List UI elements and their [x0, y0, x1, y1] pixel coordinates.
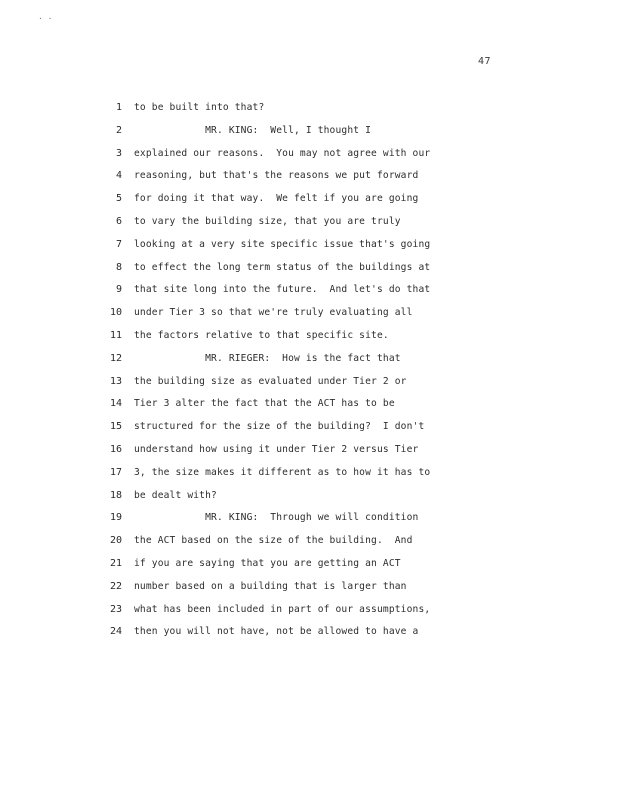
line-number: 18 — [109, 489, 122, 501]
line-number: 21 — [109, 557, 122, 569]
line-text: the factors relative to that specific site. — [134, 329, 389, 341]
transcript-line — [0, 121, 619, 144]
line-number: 4 — [115, 170, 122, 182]
line-text: to effect the long term status of the buildings at — [134, 261, 431, 273]
line-number: 10 — [109, 307, 122, 319]
transcript-lines — [0, 98, 619, 645]
line-text: for doing it that way. We felt if you are going — [134, 193, 419, 205]
line-number: 5 — [115, 193, 122, 205]
line-text: explained our reasons. You may not agree with our — [134, 147, 431, 159]
line-text: then you will not have, not be allowed to have a — [134, 626, 419, 638]
line-number: 8 — [115, 261, 122, 273]
line-text: the building size as evaluated under Tier 2 or — [134, 375, 407, 387]
line-number: 2 — [115, 124, 122, 136]
transcript-line — [0, 600, 619, 623]
transcript-line — [0, 280, 619, 303]
line-number: 12 — [109, 352, 122, 364]
transcript-line — [0, 622, 619, 645]
line-number: 11 — [109, 329, 122, 341]
page-number: 47 — [478, 56, 492, 67]
line-text: to be built into that? — [134, 102, 265, 113]
transcript-line — [0, 417, 619, 440]
transcript-line — [0, 531, 619, 554]
transcript-line — [0, 554, 619, 577]
line-number: 13 — [109, 375, 122, 387]
transcript-line — [0, 189, 619, 212]
transcript-line — [0, 98, 619, 121]
line-number: 16 — [109, 443, 122, 455]
line-number: 20 — [109, 535, 122, 547]
line-number: 24 — [109, 626, 122, 638]
transcript-line — [0, 212, 619, 235]
line-text: reasoning, but that's the reasons we put forward — [134, 170, 419, 182]
line-number: 1 — [115, 102, 122, 113]
transcript-line — [0, 486, 619, 509]
line-text: looking at a very site specific issue that's going — [134, 238, 431, 250]
line-text: under Tier 3 so that we're truly evaluating all — [134, 307, 413, 319]
transcript-line — [0, 394, 619, 417]
line-text: MR. KING: Through we will condition — [134, 512, 419, 524]
line-text: structured for the size of the building? I don't — [134, 421, 425, 433]
transcript-line — [0, 372, 619, 395]
corner-mark: · · — [38, 14, 53, 23]
transcript-line — [0, 463, 619, 486]
line-number: 9 — [115, 284, 122, 296]
line-number: 23 — [109, 603, 122, 615]
transcript-line — [0, 235, 619, 258]
line-number: 22 — [109, 580, 122, 592]
line-number: 19 — [109, 512, 122, 524]
line-text: understand how using it under Tier 2 versus Tier — [134, 443, 419, 455]
transcript-line — [0, 166, 619, 189]
line-text: Tier 3 alter the fact that the ACT has to be — [134, 398, 395, 410]
line-number: 17 — [109, 466, 122, 478]
line-text: number based on a building that is larger than — [134, 580, 407, 592]
transcript-line — [0, 440, 619, 463]
transcript-line — [0, 349, 619, 372]
line-text: if you are saying that you are getting an ACT — [134, 557, 401, 569]
line-text: 3, the size makes it different as to how it has to — [134, 466, 431, 478]
transcript-line — [0, 303, 619, 326]
line-text: be dealt with? — [134, 489, 217, 501]
line-text: what has been included in part of our assumptions, — [134, 603, 431, 615]
line-number: 15 — [109, 421, 122, 433]
line-text: that site long into the future. And let's do that — [134, 284, 431, 296]
line-text: MR. KING: Well, I thought I — [134, 124, 372, 136]
transcript-line — [0, 508, 619, 531]
line-number: 6 — [115, 215, 122, 227]
line-text: MR. RIEGER: How is the fact that — [134, 352, 401, 364]
line-number: 7 — [115, 238, 122, 250]
transcript-line — [0, 144, 619, 167]
line-text: to vary the building size, that you are truly — [134, 215, 401, 227]
transcript-line — [0, 326, 619, 349]
line-number: 14 — [109, 398, 122, 410]
line-text: the ACT based on the size of the building. And — [134, 535, 413, 547]
line-number: 3 — [115, 147, 122, 159]
transcript-line — [0, 577, 619, 600]
transcript-line — [0, 258, 619, 281]
